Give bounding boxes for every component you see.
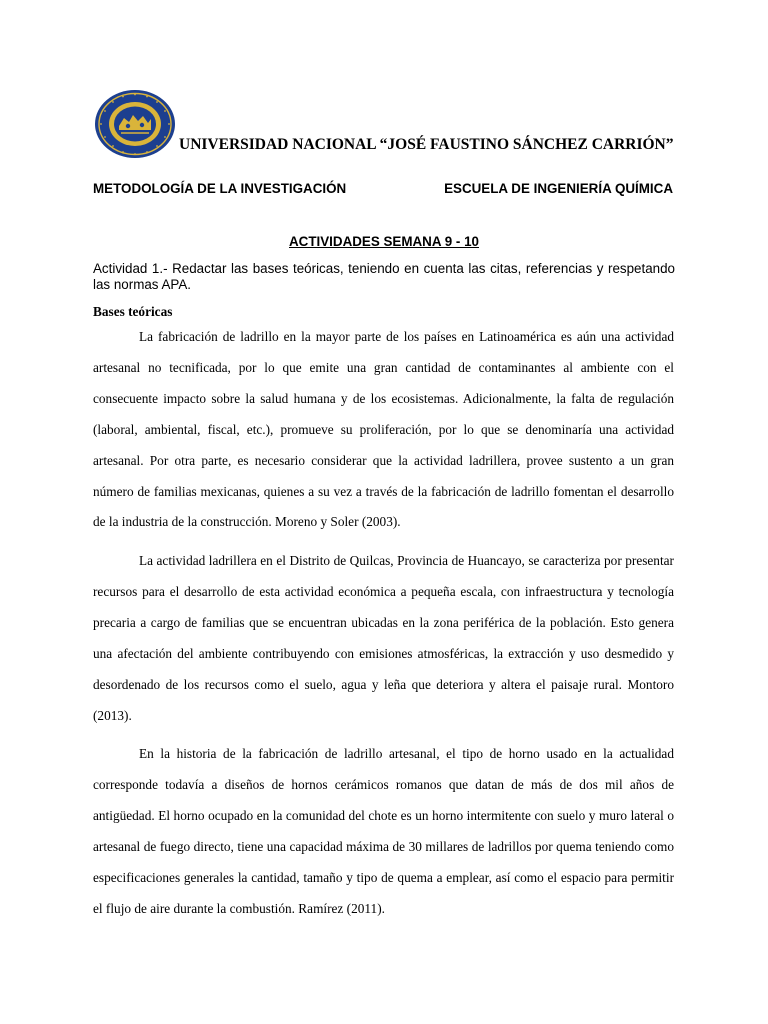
paragraph: La fabricación de ladrillo en la mayor parte de los países en Latinoamérica es aún una actividad artesanal no tecnificada, por lo que emite una gran cantidad de contaminantes al ambiente con el consecuente impacto sobre la salud humana y de los ecosistemas. Adicionalmente, la falta de regulación (laboral, ambiental, fiscal, etc.), promueve su proliferación, por lo que se denominaría una actividad artesanal. Por otra parte, es necesario considerar que la actividad ladrillera, provee sustento a un gran número de familias mexicanas, quienes a su vez a través de la fabricación de ladrillo fomentan el desarrollo de la industria de la construcción. Moreno y Soler (2003). (93, 329, 674, 530)
activity-instruction: Actividad 1.- Redactar las bases teóricas, teniendo en cuenta las citas, referencias y respetando las normas APA. (93, 261, 675, 292)
paragraph: La actividad ladrillera en el Distrito de Quilcas, Provincia de Huancayo, se caracteriza por presentar recursos para el desarrollo de esta actividad económica a pequeña escala, con infraestructura y tecnología precaria a cargo de familias que se encuentran ubicadas en la zona periférica de la población. Esto genera una afectación del ambiente contribuyendo con emisiones atmosféricas, la extracción y uso desmedido y desordenado de los recursos como el suelo, agua y leña que deteriora y altera el paisaje rural. Montoro (2013). (93, 553, 674, 723)
university-seal-logo (93, 88, 177, 160)
course-name: METODOLOGÍA DE LA INVESTIGACIÓN (93, 181, 347, 196)
section-heading: Bases teóricas (93, 304, 173, 319)
paragraph: En la historia de la fabricación de ladrillo artesanal, el tipo de horno usado en la actualidad corresponde todavía a diseños de hornos cerámicos romanos que datan de más de dos mil años de antigüedad. El horno ocupado en la comunidad del chote es un horno intermitente con suelo y muro lateral o artesanal de fuego directo, tiene una capacidad máxima de 30 millares de ladrillos por quema teniendo como especificaciones generales la cantidad, tamaño y tipo de quema a emplear, así como el espacio para permitir el flujo de aire durante la combustión. Ramírez (2011). (93, 746, 674, 916)
school-name: ESCUELA DE INGENIERÍA QUÍMICA (444, 181, 673, 196)
activities-title: ACTIVIDADES SEMANA 9 - 10 (289, 234, 479, 249)
university-title: UNIVERSIDAD NACIONAL “JOSÉ FAUSTINO SÁNCHEZ CARRIÓN” (179, 136, 674, 153)
